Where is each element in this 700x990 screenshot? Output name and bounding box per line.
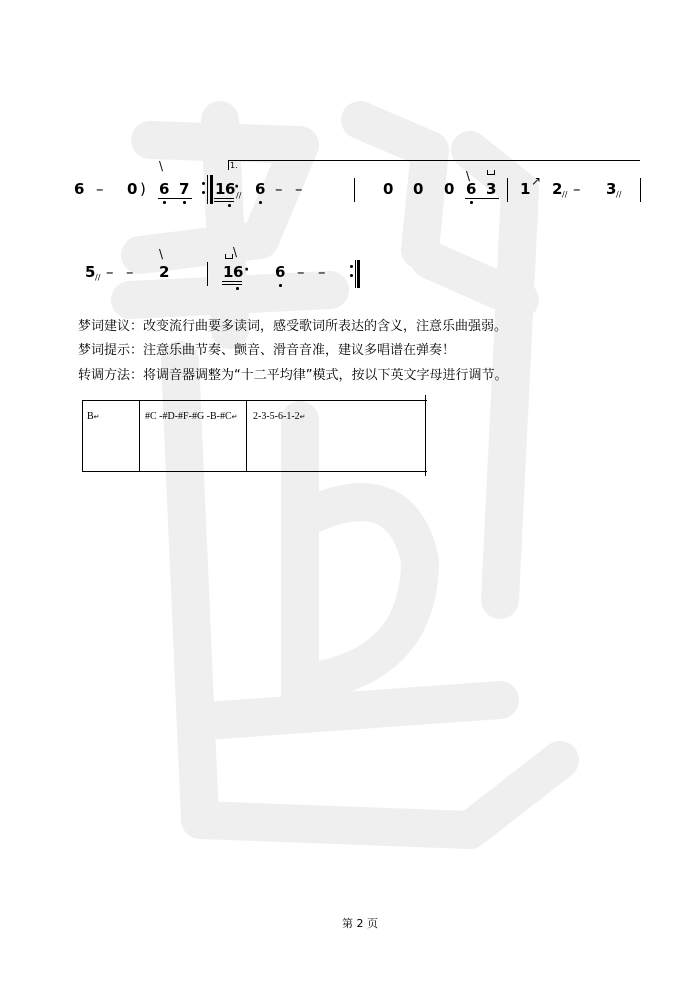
beam-line: [222, 281, 242, 282]
note: 1: [215, 180, 226, 198]
table-cell-key: B↵: [87, 411, 100, 422]
accent-mark: \: [233, 245, 238, 259]
paren: ): [140, 180, 146, 198]
tremolo-mark: //: [95, 273, 101, 282]
barline: [207, 175, 208, 204]
note: 6: [275, 263, 286, 281]
note-transpose-method: 转调方法：将调音器调整为“十二平均律”模式，按以下英文字母进行调节。: [78, 368, 508, 383]
table-cell-sequence: #C -#D-#F-#G -B-#C↵: [145, 411, 238, 422]
augmentation-dot: ·: [244, 262, 250, 278]
beam-line: [222, 284, 242, 285]
note: 3: [606, 180, 617, 198]
repeat-dot: [202, 191, 205, 194]
rest: 0: [127, 180, 138, 198]
rest: 0: [444, 180, 455, 198]
rest: 0: [383, 180, 394, 198]
note: 6: [74, 180, 85, 198]
dash: –: [295, 180, 303, 198]
note: 6: [159, 180, 170, 198]
barline: [640, 178, 641, 202]
dash: –: [106, 263, 114, 281]
accent-mark: \: [466, 169, 471, 183]
augmentation-dot: ·: [234, 179, 240, 195]
page-number: 第 2 页: [342, 917, 378, 930]
bowing-mark: [487, 170, 495, 175]
repeat-dot: [350, 274, 353, 277]
volta-bracket: [228, 160, 229, 170]
note: 6: [255, 180, 266, 198]
note: 6: [466, 180, 477, 198]
note: 1: [223, 263, 234, 281]
low-octave-dot: [279, 284, 282, 287]
note: 2: [159, 263, 170, 281]
dash: –: [96, 180, 104, 198]
barline: [355, 260, 356, 288]
repeat-dot: [350, 265, 353, 268]
barline: [507, 178, 508, 202]
table-cell-numbers: 2-3-5-6-1-2↵: [253, 411, 306, 422]
note: 7: [179, 180, 190, 198]
bowing-mark: [225, 254, 233, 259]
slide-mark: ↗: [531, 174, 542, 188]
beam-line: [214, 198, 234, 199]
table-border-left: [82, 400, 83, 472]
thick-barline: [210, 175, 213, 204]
table-divider: [246, 400, 247, 472]
dash: –: [126, 263, 134, 281]
volta-number: 1.: [230, 161, 238, 170]
tremolo-mark: //: [616, 190, 622, 199]
note: 6: [225, 180, 236, 198]
low-octave-dot: [470, 201, 473, 204]
thick-barline: [357, 260, 360, 288]
dash: –: [275, 180, 283, 198]
dash: –: [573, 180, 581, 198]
beam-line: [214, 201, 234, 202]
low-octave-dot: [228, 204, 231, 207]
note: 2: [552, 180, 563, 198]
barline: [354, 178, 355, 202]
note-tip: 梦词提示：注意乐曲节奏、颤音、滑音音准，建议多唱谱在弹奏！: [78, 343, 456, 358]
repeat-dot: [202, 182, 205, 185]
low-octave-dot: [183, 201, 186, 204]
tremolo-mark: //: [236, 191, 242, 200]
tremolo-mark: //: [562, 190, 568, 199]
table-border-right: [425, 395, 426, 476]
low-octave-dot: [259, 201, 262, 204]
beam-line: [465, 198, 499, 199]
barline: [207, 262, 208, 286]
accent-mark: \: [159, 247, 164, 261]
note: 5: [85, 263, 96, 281]
low-octave-dot: [236, 287, 239, 290]
beam-line: [158, 198, 192, 199]
accent-mark: \: [159, 159, 164, 173]
dash: –: [297, 263, 305, 281]
note-suggestion: 梦词建议：改变流行曲要多读词，感受歌词所表达的含义，注意乐曲强弱。: [78, 319, 508, 334]
table-border-top: [82, 400, 427, 401]
paragraph-mark-icon: ↵: [93, 413, 100, 421]
paragraph-mark-icon: ↵: [231, 413, 238, 421]
note: 1: [520, 180, 531, 198]
paragraph-mark-icon: ↵: [299, 413, 306, 421]
note: 3: [486, 180, 497, 198]
table-border-bottom: [82, 471, 427, 472]
low-octave-dot: [163, 201, 166, 204]
dash: –: [318, 263, 326, 281]
table-divider: [139, 400, 140, 472]
note: 6: [233, 263, 244, 281]
rest: 0: [413, 180, 424, 198]
volta-line: [228, 160, 640, 161]
